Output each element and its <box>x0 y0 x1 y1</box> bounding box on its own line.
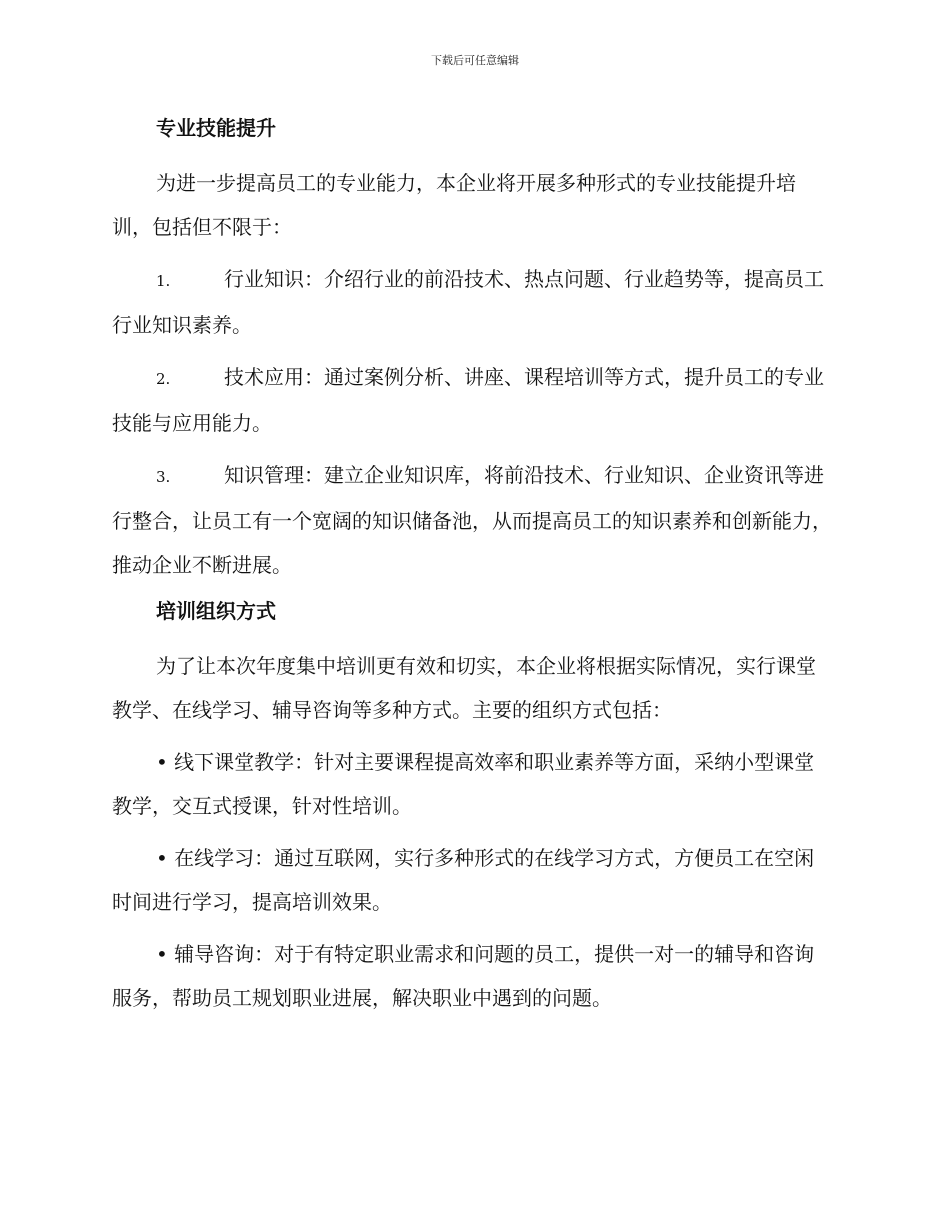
item-number: 3. <box>156 468 171 486</box>
bullet-item-coaching: • 辅导咨询：对于有特定职业需求和问题的员工，提供一对一的辅导和咨询服务，帮助员工规划职业进展，解决职业中遇到的问题。 <box>112 942 815 1010</box>
item-number: 1. <box>156 272 171 290</box>
skills-intro-paragraph: 为进一步提高员工的专业能力，本企业将开展多种形式的专业技能提升培训，包括但不限于： <box>112 171 796 239</box>
section-heading-skills: 专业技能提升 <box>156 116 276 140</box>
page-header: 下载后可任意编辑 <box>431 54 519 67</box>
section-heading-organization: 培训组织方式 <box>156 599 276 623</box>
organization-intro-paragraph: 为了让本次年度集中培训更有效和切实，本企业将根据实际情况，实行课堂教学、在线学习、辅导咨询等多种方式。主要的组织方式包括： <box>112 654 816 722</box>
item-number: 2. <box>156 370 171 388</box>
item-text: 知识管理：建立企业知识库，将前沿技术、行业知识、企业资讯等进行整合，让员工有一个宽阔的知识储备池，从而提高员工的知识素养和创新能力，推动企业不断进展。 <box>112 463 832 577</box>
numbered-item-3 <box>112 453 834 587</box>
item-text: 技术应用：通过案例分析、讲座、课程培训等方式，提升员工的专业技能与应用能力。 <box>112 365 824 435</box>
bullet-item-offline: • 线下课堂教学：针对主要课程提高效率和职业素养等方面，采纳小型课堂教学，交互式授课，针对性培训。 <box>112 750 815 818</box>
numbered-item-2 <box>112 355 834 445</box>
numbered-item-1 <box>112 257 834 347</box>
document-body <box>112 112 834 1028</box>
bullet-item-online: • 在线学习：通过互联网，实行多种形式的在线学习方式，方便员工在空闲时间进行学习，提高培训效果。 <box>112 846 815 914</box>
item-text: 行业知识：介绍行业的前沿技术、热点问题、行业趋势等，提高员工行业知识素养。 <box>112 267 824 337</box>
